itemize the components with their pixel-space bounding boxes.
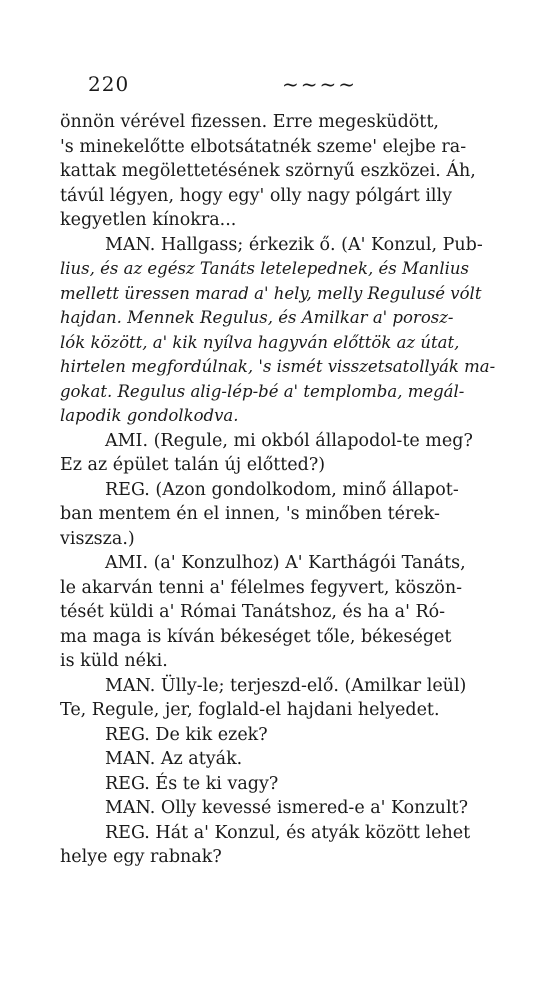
text-line: is küld néki.: [60, 651, 168, 671]
text-line: Te, Regule, jer, foglald-el hajdani helyedet.: [60, 700, 440, 720]
header-ornament: ~~~~: [282, 72, 358, 96]
text-line: REG. És te ki vagy?: [105, 773, 279, 794]
page-number: 220: [88, 72, 130, 96]
text-line: REG. (Azon gondolkodom, minő állapot-: [105, 479, 459, 500]
text-line: távúl légyen, hogy egy' olly nagy pólgárt illy: [60, 185, 452, 206]
text-line: ban mentem én el innen, 's minőben térek-: [60, 504, 440, 524]
text-line: Ez az épület talán új előtted?): [60, 455, 326, 475]
text-line: önnön vérével fizessen. Erre megesküdött,: [60, 112, 439, 132]
text-line: MAN. Hallgass; érkezik ő. (A' Konzul, Pub-: [105, 234, 483, 255]
text-line: tését küldi a' Római Tanátshoz, és ha a' Ró-: [60, 602, 446, 622]
text-line: viszsza.): [60, 528, 135, 549]
text-line: MAN. Olly kevessé ismered-e a' Konzult?: [105, 798, 468, 818]
text-line: MAN. Ülly-le; terjeszd-elő. (Amilkar leül): [105, 675, 467, 696]
text-line: REG. De kik ezek?: [105, 724, 268, 745]
text-line: REG. Hát a' Konzul, és atyák között lehet: [105, 822, 471, 843]
stage-direction-line: lók között, a' kik nyílva hagyván előttök az útat,: [60, 332, 460, 352]
stage-direction-line: hajdan. Mennek Regulus, és Amilkar a' porosz-: [60, 308, 454, 327]
body-text: [60, 110, 540, 870]
text-line: kattak megölettetésének szörnyű eszközei. Áh,: [60, 161, 476, 181]
page-header: [60, 70, 540, 100]
text-line: AMI. (Regule, mi okból állapodol-te meg?: [105, 430, 473, 451]
stage-direction-line: lapodik gondolkodva.: [60, 406, 239, 425]
text-line: AMI. (a' Konzulhoz) A' Karthágói Tanáts,: [105, 553, 466, 573]
stage-direction-line: gokat. Regulus alig-lép-bé a' templomba, megál-: [60, 381, 465, 401]
stage-direction-line: lius, és az egész Tanáts letelepednek, és Manlius: [60, 259, 469, 278]
text-line: helye egy rabnak?: [60, 847, 222, 867]
text-line: 's minekelőtte elbotsátatnék szeme' elejbe ra-: [60, 136, 467, 157]
stage-direction-line: hirtelen megfordúlnak, 's ismét visszetsatollyák ma-: [60, 357, 496, 376]
text-line: MAN. Az atyák.: [105, 749, 243, 769]
text-line: le akarván tenni a' félelmes fegyvert, köszön-: [60, 577, 463, 598]
text-line: ma maga is kíván békeséget tőle, békeséget: [60, 626, 452, 647]
stage-direction-line: mellett üressen marad a' hely, melly Regulusé vólt: [60, 283, 482, 303]
text-line: kegyetlen kínokra...: [60, 210, 237, 230]
